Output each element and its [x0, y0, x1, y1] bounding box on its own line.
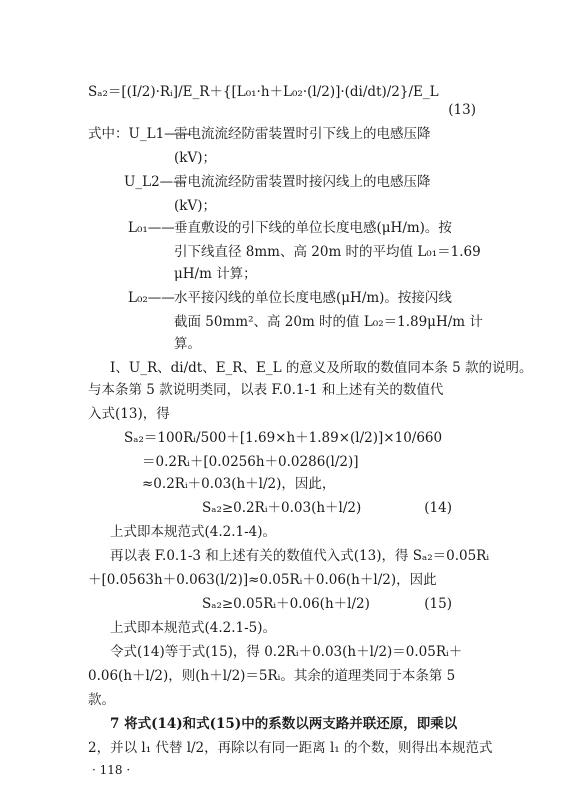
para-intro-line2: 入式(13)，得	[88, 406, 170, 422]
para-equal-line3: 款。	[88, 692, 115, 708]
para7-line2: 2，并以 l₁ 代替 l/2，再除以有同一距离 l₁ 的个数，则得出本规范式	[88, 740, 493, 756]
def-l01-label: L₀₁——	[128, 220, 175, 236]
para-again-line1: 再以表 F.0.1-3 和上述有关的数值代入式(13)，得 Sₐ₂＝0.05Rᵢ	[110, 548, 490, 564]
def-l01-line3: μH/m 计算；	[174, 266, 257, 282]
def-l02-line2: 截面 50mm²、高 20m 时的值 L₀₂＝1.89μH/m 计	[174, 314, 483, 330]
formula-14-number: (14)	[424, 500, 452, 516]
para7-line1: 7 将式(14)和式(15)中的系数以两支路并联还原，即乘以	[110, 716, 458, 732]
calc-line1: Sₐ₂＝100Rᵢ/500＋[1.69×h＋1.89×(l/2)]×10/660	[124, 430, 443, 446]
calc-line2: ＝0.2Rᵢ＋[0.0256h＋0.0286(l/2)]	[142, 454, 359, 470]
formula-13: Sₐ₂＝[(I/2)·Rᵢ]/E_R＋{[L₀₁·h＋L₀₂·(l/2)]·(di/dt)/2}/E_L	[88, 84, 439, 100]
formula-15: Sₐ₂≥0.05Rᵢ＋0.06(h＋l/2)	[202, 596, 370, 612]
para-equal-line1: 令式(14)等于式(15)，得 0.2Rᵢ＋0.03(h＋l/2)＝0.05Rᵢ＋	[110, 644, 463, 660]
calc-line4: Sₐ₂≥0.2Rᵢ＋0.03(h＋l/2)	[202, 500, 362, 516]
conclusion-14: 上式即本规范式(4.2.1-4)。	[110, 524, 277, 540]
def-ul1-line2: (kV)；	[174, 150, 216, 166]
def-ul1-line1: 雷电流流经防雷装置时引下线上的电感压降	[174, 126, 431, 142]
def-ul1-label: 式中：U_L1——	[88, 126, 192, 142]
calc-line3: ≈0.2Rᵢ＋0.03(h＋l/2)，因此，	[142, 476, 336, 492]
para-intro-line1: 与本条第 5 款说明类同，以表 F.0.1-1 和上述有关的数值代	[88, 382, 444, 398]
formula-13-number: (13)	[448, 102, 476, 118]
def-l02-label: L₀₂——	[128, 290, 175, 306]
conclusion-15: 上式即本规范式(4.2.1-5)。	[110, 620, 277, 636]
def-ul2-label: U_L2——	[124, 174, 187, 190]
def-l01-line2: 引下线直径 8mm、高 20m 时的平均值 L₀₁＝1.69	[174, 244, 481, 260]
para-equal-line2: 0.06(h＋l/2)，则(h＋l/2)＝5Rᵢ。其余的道理类同于本条第 5	[88, 668, 456, 684]
page-number: · 118 ·	[92, 763, 131, 777]
def-ul2-line1: 雷电流流经防雷装置时接闪线上的电感压降	[174, 174, 431, 190]
para-again-line2: ＋[0.0563h＋0.063(l/2)]≈0.05Rᵢ＋0.06(h＋l/2)，因此	[88, 572, 437, 588]
para-meaning: I、U_R、di/dt、E_R、E_L 的意义及所取的数值同本条 5 款的说明。	[110, 360, 533, 376]
def-l02-line1: 水平接闪线的单位长度电感(μH/m)。按接闪线	[174, 290, 452, 306]
formula-15-number: (15)	[424, 596, 452, 612]
def-ul2-line2: (kV)；	[174, 198, 216, 214]
def-l01-line1: 垂直敷设的引下线的单位长度电感(μH/m)。按	[174, 220, 452, 236]
def-l02-line3: 算。	[174, 336, 201, 352]
